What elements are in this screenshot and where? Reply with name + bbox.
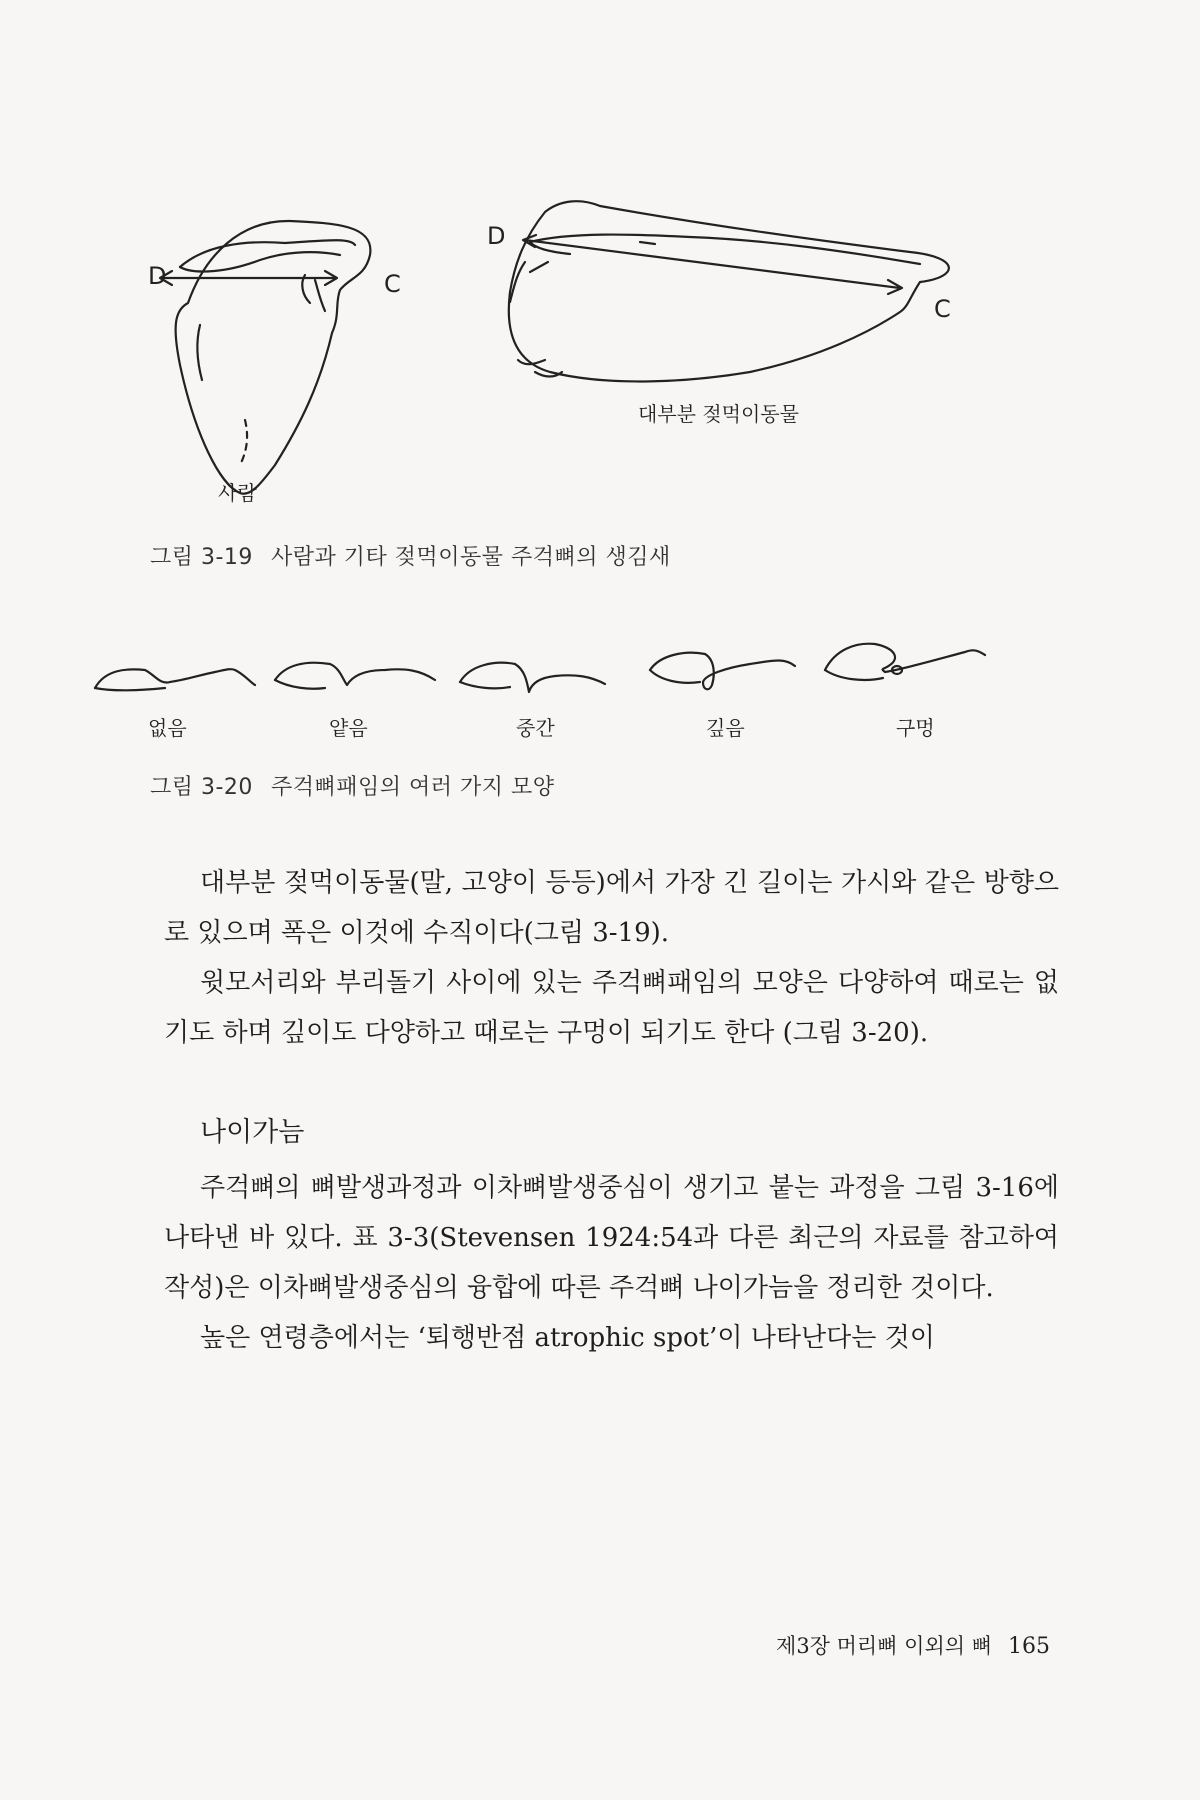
figure-3-20-number: 그림 3-20 bbox=[150, 775, 253, 800]
human-label-c: C bbox=[384, 270, 401, 298]
page-number: 165 bbox=[1008, 1634, 1050, 1659]
notch-label-shallow: 얕음 bbox=[329, 716, 368, 740]
paragraph-4: 높은 연령층에서는 ‘퇴행반점 atrophic spot’이 나타난다는 것이 bbox=[200, 1323, 935, 1353]
mammal-label-d: D bbox=[487, 222, 506, 250]
notch-shape-shallow bbox=[275, 663, 435, 685]
notch-shape-deep bbox=[650, 653, 795, 690]
notch-shape-foramen bbox=[825, 644, 985, 672]
section-heading: 나이가늠 bbox=[200, 1117, 305, 1148]
mammal-label-c: C bbox=[934, 295, 951, 323]
notch-label-foramen: 구멍 bbox=[896, 716, 935, 740]
notch-label-medium: 중간 bbox=[516, 716, 555, 740]
notch-label-none: 없음 bbox=[148, 716, 187, 740]
human-scapula-label: 사람 bbox=[218, 481, 257, 505]
notch-shape-none bbox=[95, 669, 255, 688]
human-label-d: D bbox=[148, 262, 167, 290]
figure-3-20-title: 주걱뼈패임의 여러 가지 모양 bbox=[270, 775, 555, 800]
figure-3-20-caption bbox=[150, 770, 554, 801]
paragraph-3: 주걱뼈의 뼈발생과정과 이차뼈발생중심이 생기고 붙는 과정을 그림 3-16에 나타낸 바 있다. 표 3-3(Stevensen 1924:54과 다른 최근의 자료를 참고하여 작성)은 이차뼈발생중심의 융합에 따른 주걱뼈 나이가늠을 정리한 것이다. bbox=[164, 1173, 1059, 1303]
figure-3-19-number: 그림 3-19 bbox=[150, 545, 253, 570]
notch-label-deep: 깊음 bbox=[706, 716, 745, 740]
mammal-scapula-label: 대부분 젖먹이동물 bbox=[638, 402, 799, 426]
human-scapula-drawing bbox=[150, 215, 450, 525]
paragraph-2: 윗모서리와 부리돌기 사이에 있는 주걱뼈패임의 모양은 다양하여 때로는 없기도 하며 깊이도 다양하고 때로는 구멍이 되기도 한다 (그림 3-20). bbox=[164, 968, 1059, 1048]
page-footer bbox=[776, 1630, 1050, 1660]
notch-shapes-drawing bbox=[85, 630, 1005, 710]
chapter-title: 제3장 머리뼈 이외의 뼈 bbox=[776, 1634, 992, 1658]
mammal-scapula-drawing bbox=[490, 192, 970, 392]
body-text-block-1 bbox=[164, 858, 1059, 1058]
paragraph-1: 대부분 젖먹이동물(말, 고양이 등등)에서 가장 긴 길이는 가시와 같은 방향으로 있으며 폭은 이것에 수직이다(그림 3-19). bbox=[164, 868, 1059, 948]
body-text-block-2 bbox=[164, 1163, 1059, 1363]
figure-3-19-caption bbox=[150, 540, 671, 571]
figure-3-19-title: 사람과 기타 젖먹이동물 주걱뼈의 생김새 bbox=[270, 545, 671, 570]
